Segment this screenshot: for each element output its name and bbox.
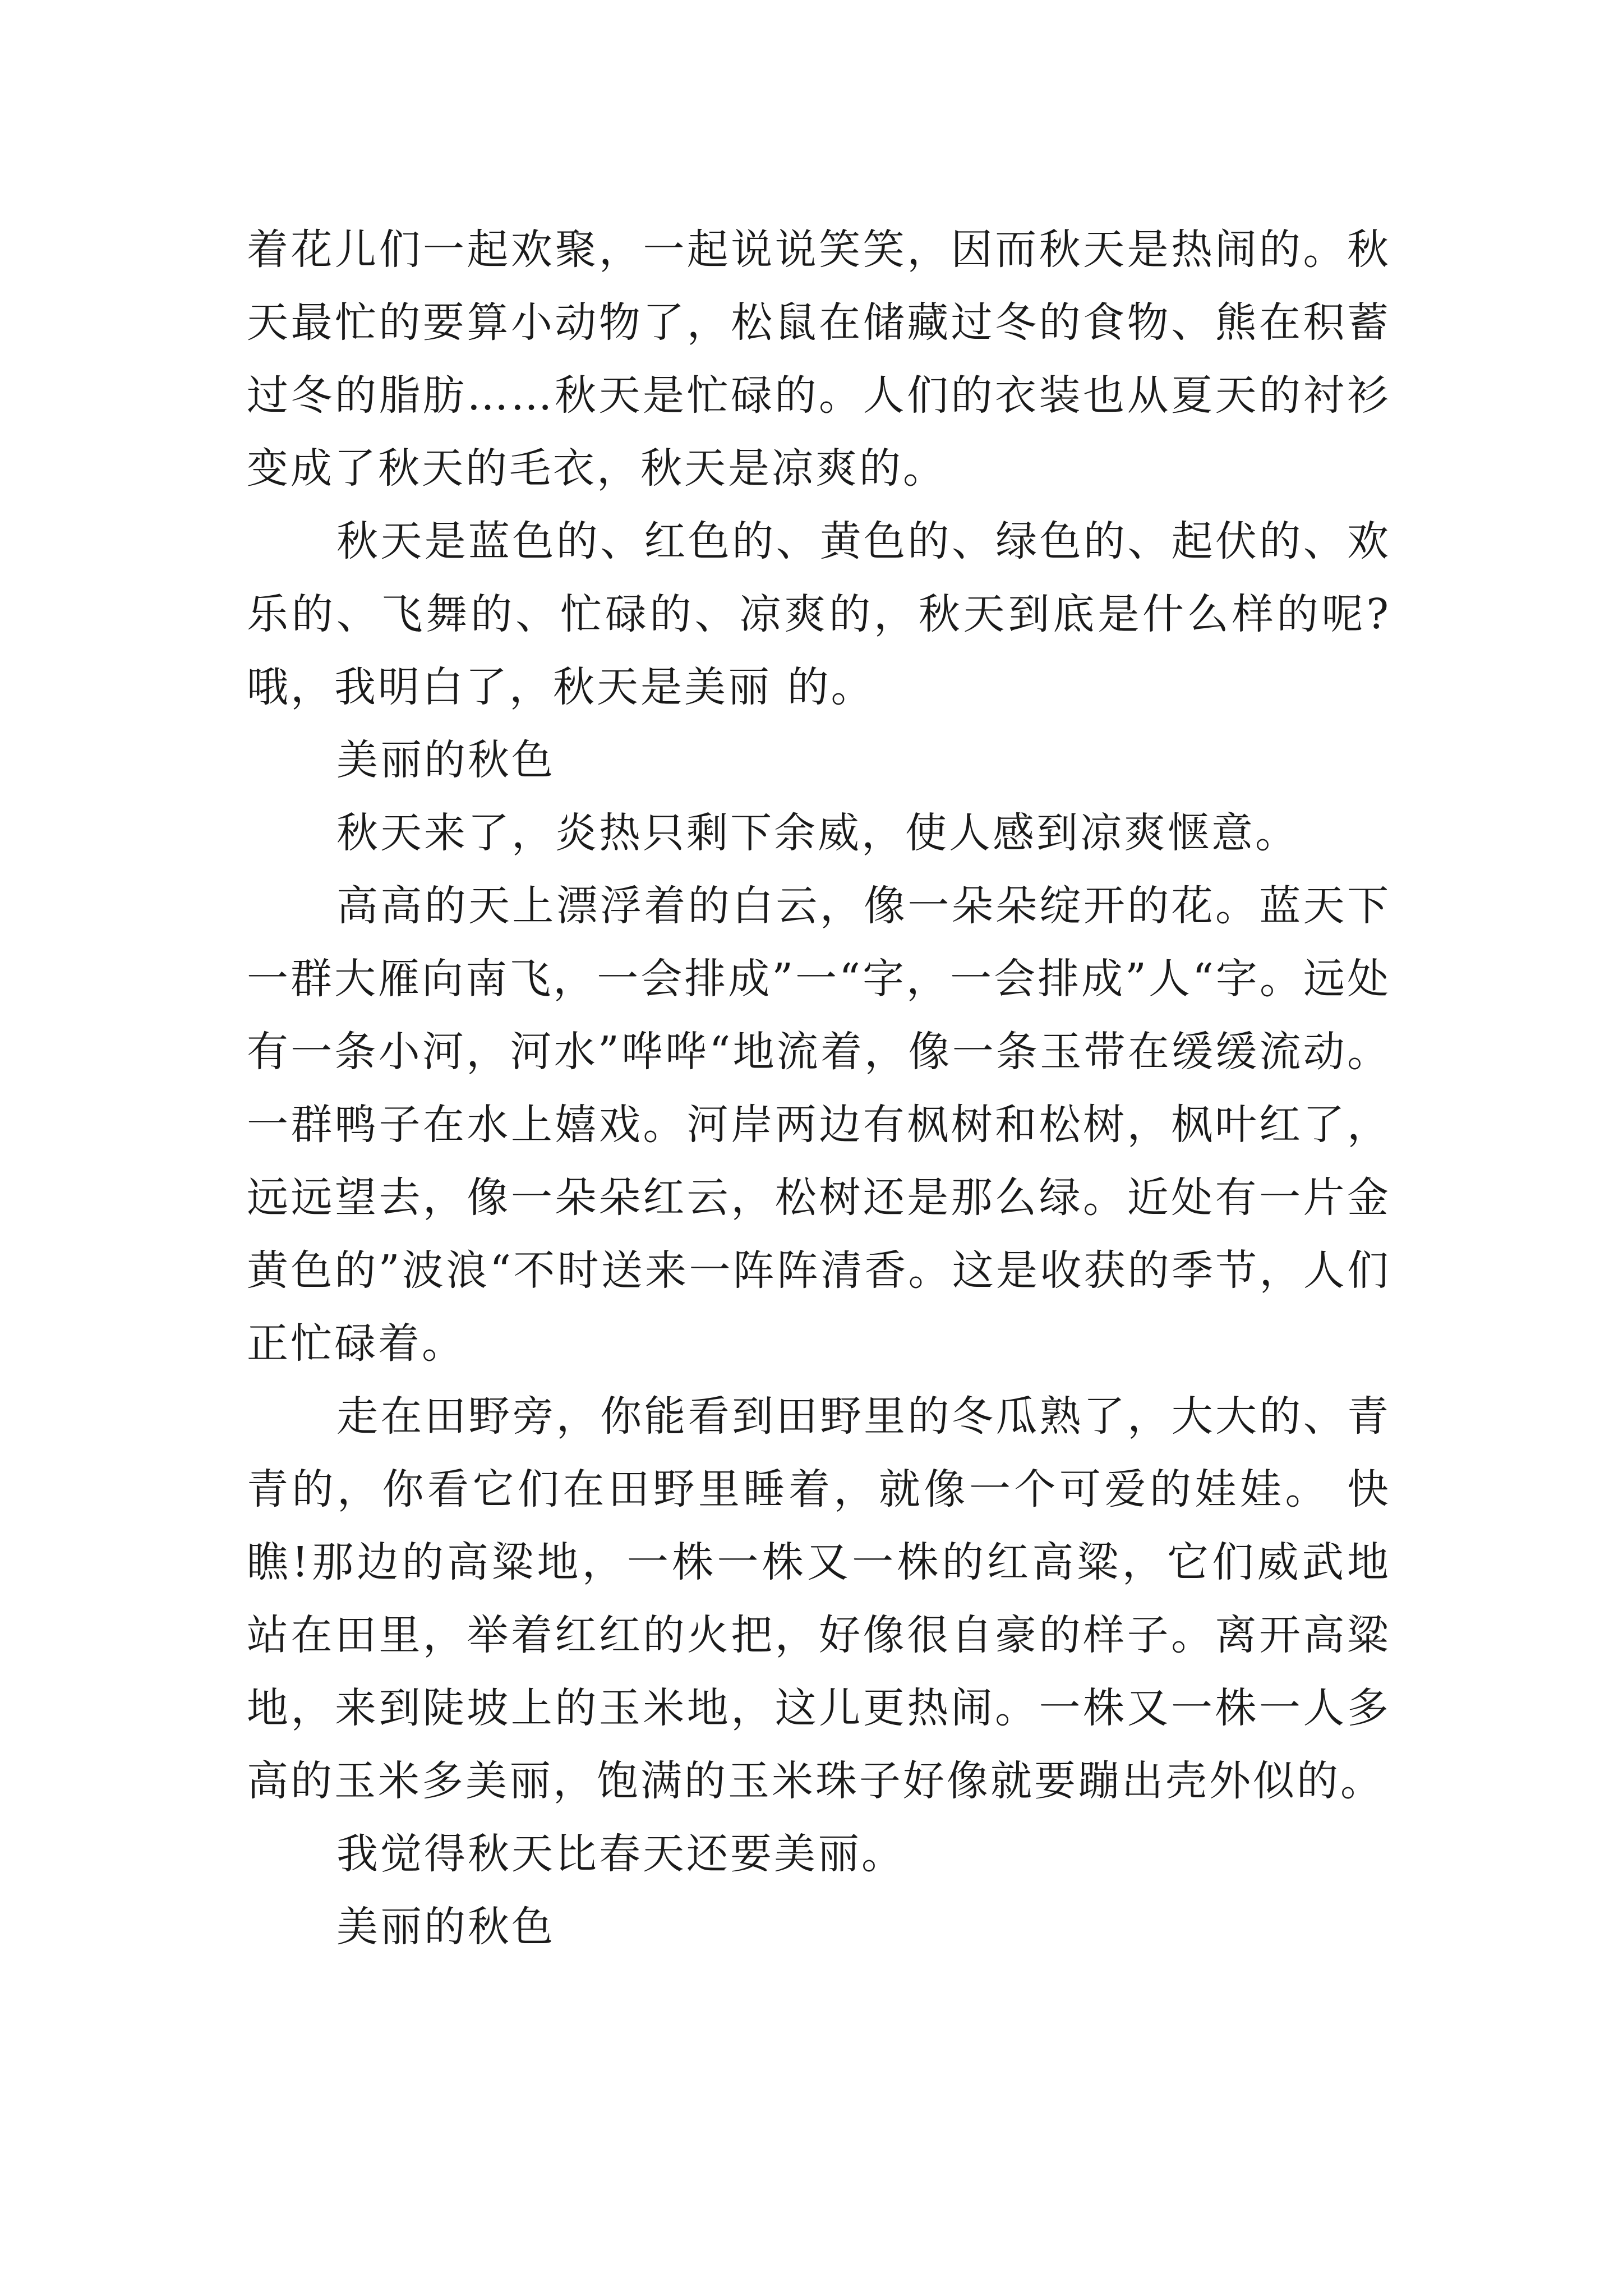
paragraph-3: 秋天来了，炎热只剩下余威，使人感到凉爽惬意。 (336, 809, 1299, 857)
paragraph-1: 着花儿们一起欢聚，一起说说笑笑，因而秋天是热闹的。秋天最忙的要算小动物了，松鼠在储藏过冬的食物、熊在积蓄过冬的脂肪……秋天是忙碌的。人们的衣装也从夏天的衬衫变成了秋天的毛衣，秋天是凉爽的。 (247, 226, 1391, 493)
paragraph-6: 我觉得秋天比春天还要美丽。 (336, 1830, 905, 1878)
paragraph-5: 走在田野旁，你能看到田野里的冬瓜熟了，大大的、青青的，你看它们在田野里睡着，就像一个可爱的娃娃。 快瞧!那边的高粱地，一株一株又一株的红高粱，它们威武地站在田里，举着红红的火把，好像很自豪的样子。离开高粱地，来到陡坡上的玉米地，这儿更热闹。一株又一株一人多高的玉米多美丽，饱满的玉米珠子好像就要蹦出壳外似的。 (247, 1392, 1391, 1805)
document-body (247, 213, 1391, 1963)
paragraph-4: 高高的天上漂浮着的白云，像一朵朵绽开的花。蓝天下一群大雁向南飞，一会排成”一“字，一会排成”人“字。远处有一条小河，河水”哗哗“地流着，像一条玉带在缓缓流动。一群鸭子在水上嬉戏。河岸两边有枫树和松树，枫叶红了，远远望去，像一朵朵红云，松树还是那么绿。近处有一片金黄色的”波浪“不时送来一阵阵清香。这是收获的季节，人们正忙碌着。 (247, 882, 1391, 1368)
section-heading-2: 美丽的秋色 (336, 1903, 555, 1951)
paragraph-2: 秋天是蓝色的、红色的、黄色的、绿色的、起伏的、欢乐的、飞舞的、忙碌的、凉爽的，秋天到底是什么样的呢?哦，我明白了，秋天是美丽 的。 (247, 517, 1391, 711)
section-heading-1: 美丽的秋色 (336, 736, 555, 784)
